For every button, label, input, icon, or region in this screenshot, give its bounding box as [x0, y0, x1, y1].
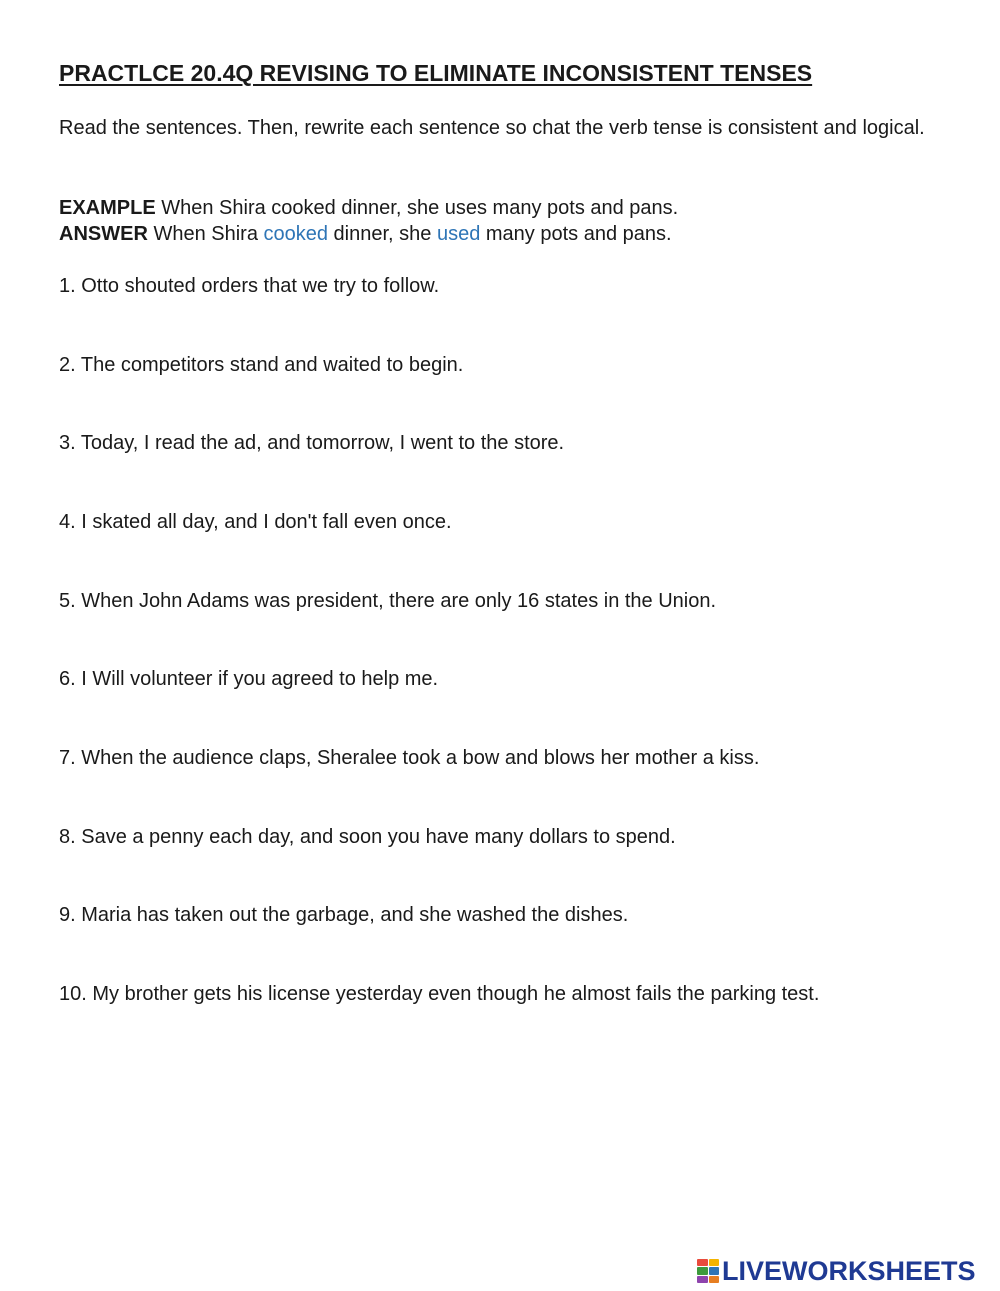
- question-item: 5. When John Adams was president, there are only 16 states in the Union.: [59, 590, 717, 612]
- answer-text-part: When Shira: [147, 223, 264, 245]
- answer-text-part: many pots and pans.: [480, 223, 672, 245]
- question-item: 6. I Will volunteer if you agreed to help me.: [59, 668, 439, 690]
- question-item: 8. Save a penny each day, and soon you have many dollars to spend.: [59, 826, 676, 848]
- question-item: 2. The competitors stand and waited to begin.: [59, 354, 464, 376]
- page-title: PRACTLCE 20.4Q REVISING TO ELIMINATE INCONSISTENT TENSES: [59, 60, 813, 86]
- liveworksheets-logo-icon: [697, 1259, 719, 1283]
- answer-label: ANSWER: [59, 223, 148, 245]
- example-line: [59, 195, 678, 222]
- answer-line: [59, 221, 672, 248]
- question-item: 3. Today, I read the ad, and tomorrow, I went to the store.: [59, 432, 565, 454]
- example-text: When Shira cooked dinner, she uses many pots and pans.: [155, 197, 679, 219]
- answer-text-part: dinner, she: [328, 223, 437, 245]
- question-item: 7. When the audience claps, Sheralee took a bow and blows her mother a kiss.: [59, 747, 760, 769]
- question-item: 10. My brother gets his license yesterday even though he almost fails the parking test.: [59, 983, 820, 1005]
- answer-highlight-word: cooked: [263, 223, 328, 245]
- question-item: 4. I skated all day, and I don't fall even once.: [59, 511, 452, 533]
- question-item: 9. Maria has taken out the garbage, and she washed the dishes.: [59, 904, 629, 926]
- answer-highlight-word: used: [436, 223, 481, 245]
- liveworksheets-logo: [697, 1256, 976, 1286]
- logo-text: LIVEWORKSHEETS: [722, 1255, 976, 1286]
- example-label: EXAMPLE: [59, 197, 156, 219]
- instructions: Read the sentences. Then, rewrite each sentence so chat the verb tense is consistent and logical.: [59, 117, 925, 139]
- question-item: 1. Otto shouted orders that we try to follow.: [59, 275, 440, 297]
